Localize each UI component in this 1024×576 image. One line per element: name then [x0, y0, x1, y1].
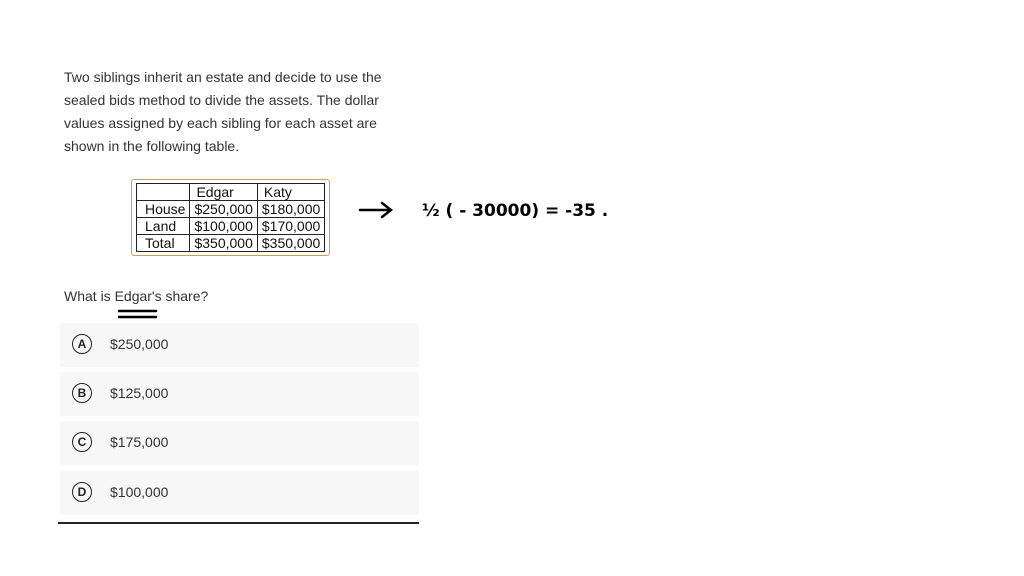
option-letter-badge: B [72, 383, 92, 403]
row-label: House [137, 201, 190, 218]
option-text: $175,000 [110, 434, 169, 450]
header-empty-cell [137, 184, 190, 201]
option-letter-badge: C [72, 432, 92, 452]
annotation-text: ½ ( - 30000) = -35 . [422, 201, 609, 221]
bids-table-frame [131, 179, 330, 256]
option-letter-badge: A [72, 334, 92, 354]
arrow-icon [360, 203, 391, 217]
row-label: Land [137, 218, 190, 235]
table-header-row [137, 184, 325, 201]
option-text: $100,000 [110, 484, 169, 500]
bottom-divider [58, 522, 419, 524]
row-label: Total [137, 235, 190, 252]
option-text: $250,000 [110, 336, 169, 352]
option-c[interactable] [60, 421, 419, 465]
table-row [137, 235, 325, 252]
header-katy: Katy [257, 184, 324, 201]
handwritten-annotation [356, 192, 656, 232]
option-b[interactable] [60, 372, 419, 416]
prompt-text: What is Edgar's share? [64, 288, 209, 304]
header-edgar: Edgar [190, 184, 257, 201]
katy-value: $180,000 [257, 201, 324, 218]
question-text: Two siblings inherit an estate and decide to use the sealed bids method to divide the assets. The dollar values assigned by each sibling for each asset are shown in the following table. [64, 69, 382, 154]
bids-table [136, 183, 325, 252]
table-row [137, 218, 325, 235]
double-underline-mark [118, 308, 158, 320]
option-text: $125,000 [110, 385, 169, 401]
table-row [137, 201, 325, 218]
edgar-value: $250,000 [190, 201, 257, 218]
katy-value: $350,000 [257, 235, 324, 252]
option-d[interactable] [60, 471, 419, 515]
katy-value: $170,000 [257, 218, 324, 235]
edgar-value: $350,000 [190, 235, 257, 252]
option-a[interactable] [60, 323, 419, 367]
edgar-value: $100,000 [190, 218, 257, 235]
option-letter-badge: D [72, 482, 92, 502]
